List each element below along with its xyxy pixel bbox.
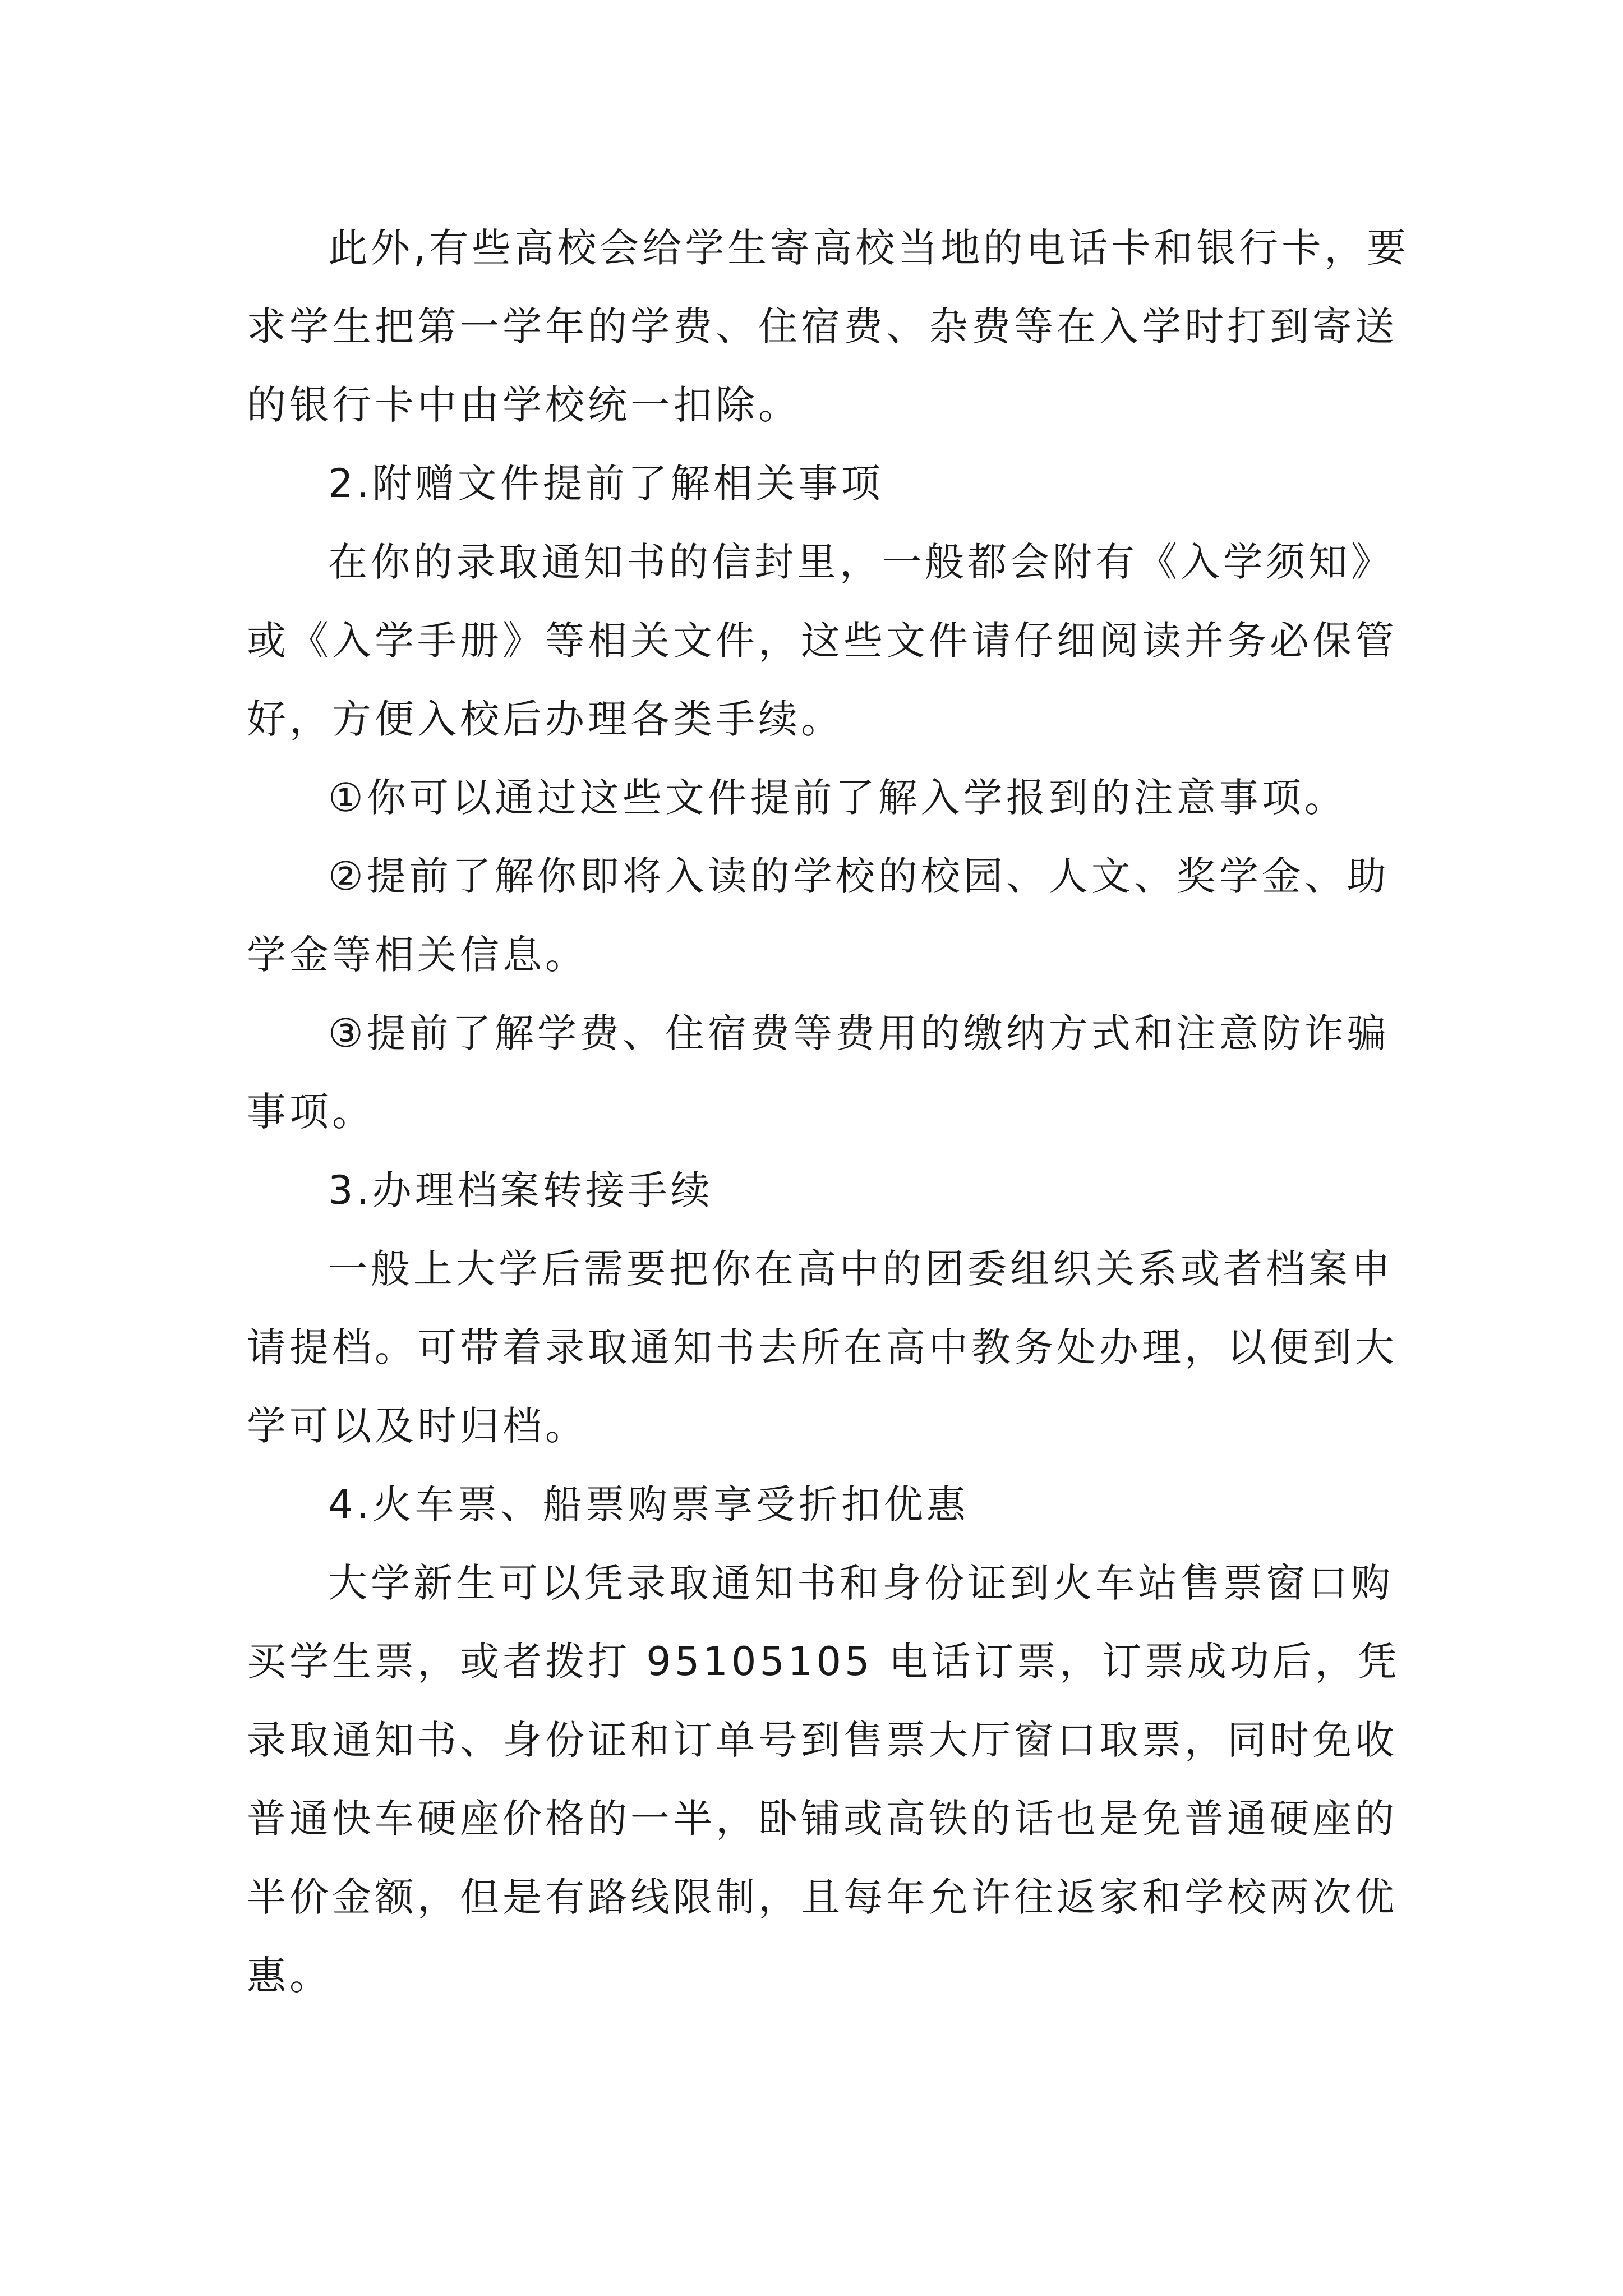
list-item-1: ①你可以通过这些文件提前了解入学报到的注意事项。 [328,775,1347,821]
paragraph-ticket-discount: 大学新生可以凭录取通知书和身份证到火车站售票窗口购买学生票，或者拨打 95105105 电话订票，订票成功后，凭录取通知书、身份证和订单号到售票大厅窗口取票，同时免收普通快车硬座价格的一半，卧铺或高铁的话也是免普通硬座的半价金额，但是有路线限制，且每年允许往返家和学校两次优惠。 [247,1560,1400,1999]
paragraph-file-transfer: 一般上大学后需要把你在高中的团委组织关系或者档案申请提档。可带着录取通知书去所在高中教务处办理，以便到大学可以及时归档。 [247,1246,1398,1449]
document-body [247,209,1413,2015]
heading-attached-documents: 2.附赠文件提前了解相关事项 [328,461,884,507]
heading-ticket-discount: 4.火车票、船票购票享受折扣优惠 [328,1481,969,1527]
paragraph-admission-envelope: 在你的录取通知书的信封里，一般都会附有《入学须知》或《入学手册》等相关文件，这些文件请仔细阅读并务必保管好，方便入校后办理各类手续。 [247,539,1398,742]
list-item-3: ③提前了解学费、住宿费等费用的缴纳方式和注意防诈骗事项。 [247,1010,1390,1135]
list-item-2: ②提前了解你即将入读的学校的校园、人文、奖学金、助学金等相关信息。 [247,853,1390,978]
heading-file-transfer: 3.办理档案转接手续 [328,1167,713,1213]
paragraph-bank-card: 此外,有些高校会给学生寄高校当地的电话卡和银行卡，要求学生把第一学年的学费、住宿费、杂费等在入学时打到寄送的银行卡中由学校统一扣除。 [247,225,1410,428]
